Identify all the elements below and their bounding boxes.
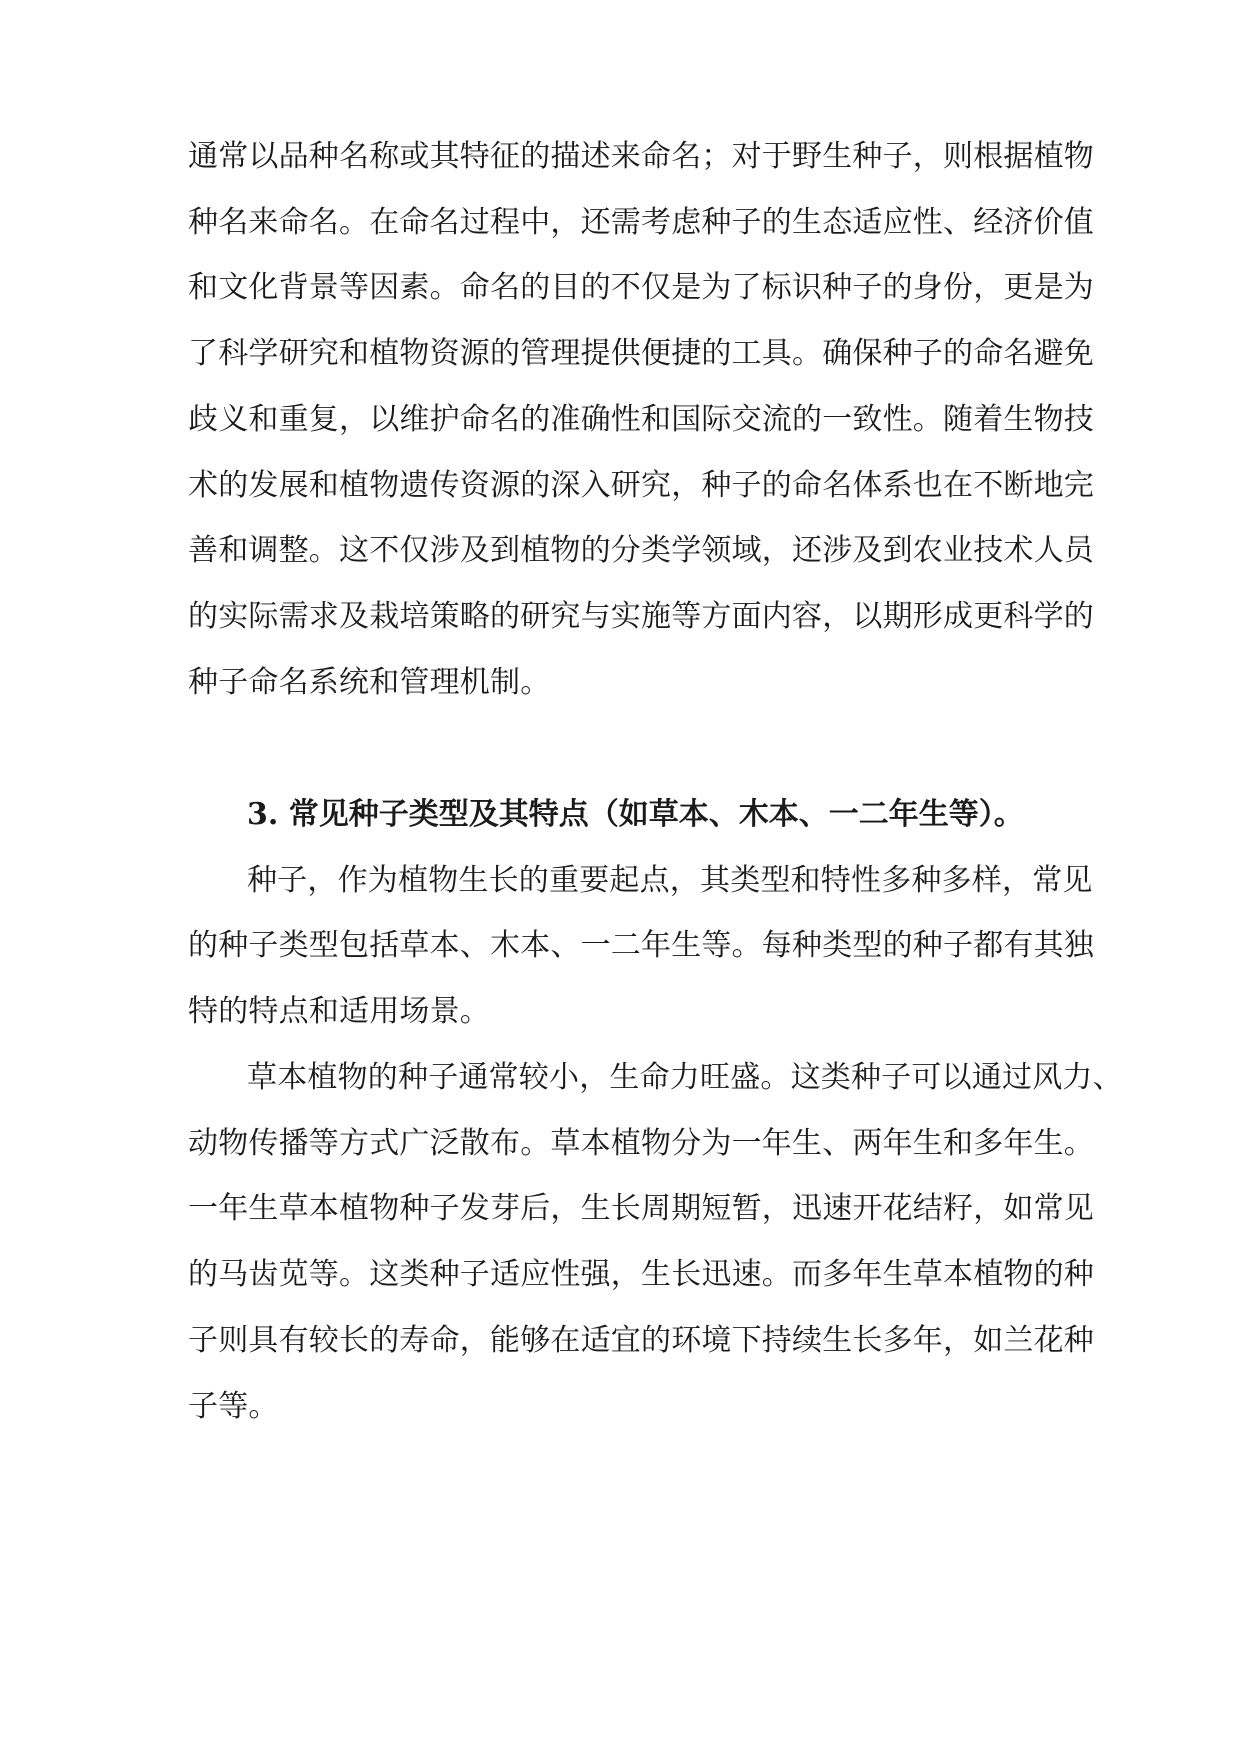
paragraph-line: 和文化背景等因素。命名的目的不仅是为了标识种子的身份，更是为	[188, 270, 1094, 305]
paragraph-line: 的种子类型包括草本、木本、一二年生等。每种类型的种子都有其独	[188, 928, 1094, 963]
paragraph-line: 通常以品种名称或其特征的描述来命名；对于野生种子，则根据植物	[188, 139, 1094, 174]
paragraph-line: 种子，作为植物生长的重要起点，其类型和特性多种多样，常见	[247, 863, 1093, 898]
paragraph-line: 草本植物的种子通常较小，生命力旺盛。这类种子可以通过风力、	[247, 1060, 1123, 1095]
paragraph-line: 一年生草本植物种子发芽后，生长周期短暂，迅速开花结籽，如常见	[188, 1191, 1094, 1226]
paragraph-line: 动物传播等方式广泛散布。草本植物分为一年生、两年生和多年生。	[188, 1126, 1094, 1161]
paragraph-line: 术的发展和植物遗传资源的深入研究，种子的命名体系也在不断地完	[188, 468, 1094, 503]
paragraph-line: 的马齿苋等。这类种子适应性强，生长迅速。而多年生草本植物的种	[188, 1257, 1094, 1292]
section-heading: 3. 常见种子类型及其特点（如草本、木本、一二年生等）。	[247, 797, 1024, 832]
paragraph-line: 种名来命名。在命名过程中，还需考虑种子的生态适应性、经济价值	[188, 205, 1094, 240]
paragraph-line: 子等。	[188, 1389, 279, 1424]
paragraph-line: 种子命名系统和管理机制。	[188, 665, 551, 700]
paragraph-line: 子则具有较长的寿命，能够在适宜的环境下持续生长多年，如兰花种	[188, 1323, 1094, 1358]
paragraph-line: 的实际需求及栽培策略的研究与实施等方面内容，以期形成更科学的	[188, 599, 1094, 634]
paragraph-line: 特的特点和适用场景。	[188, 994, 490, 1029]
paragraph-line: 歧义和重复，以维护命名的准确性和国际交流的一致性。随着生物技	[188, 402, 1094, 437]
paragraph-line: 善和调整。这不仅涉及到植物的分类学领域，还涉及到农业技术人员	[188, 533, 1094, 568]
paragraph-line: 了科学研究和植物资源的管理提供便捷的工具。确保种子的命名避免	[188, 336, 1094, 371]
